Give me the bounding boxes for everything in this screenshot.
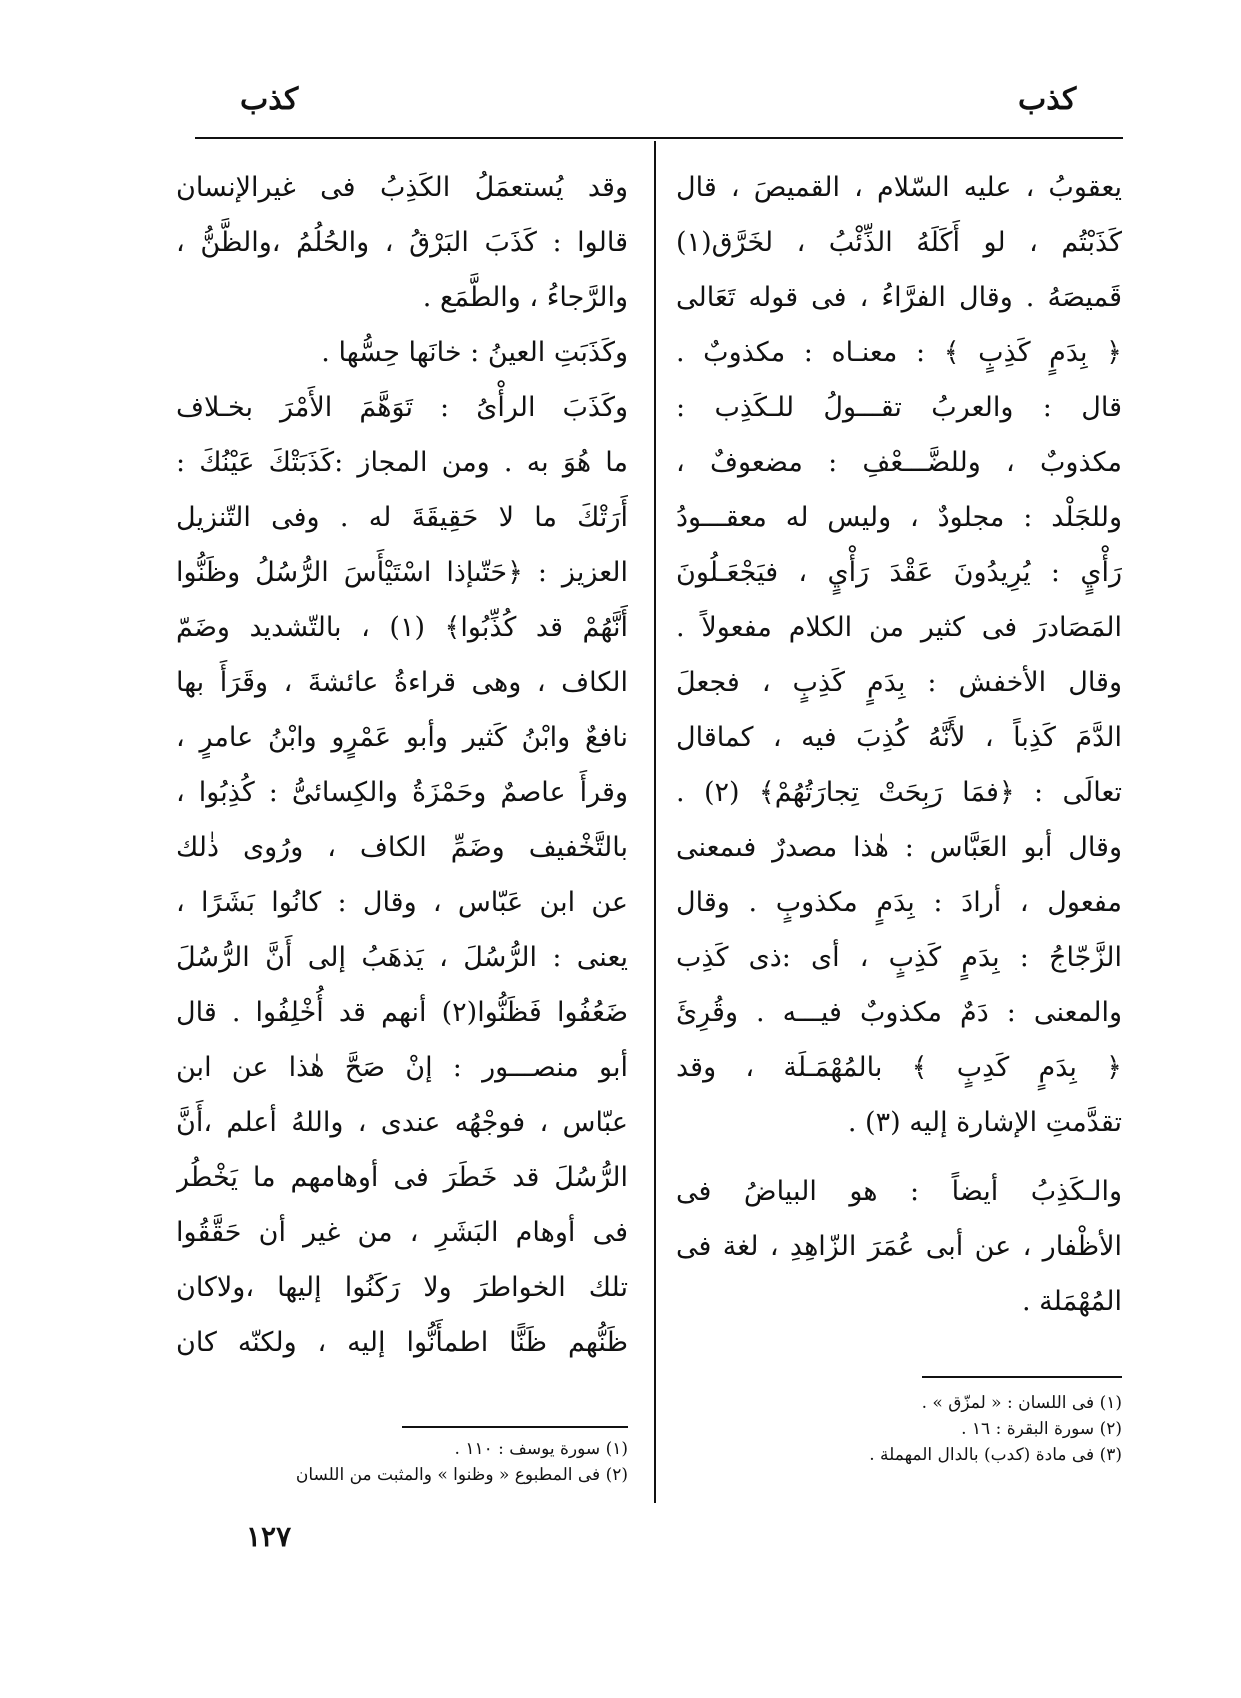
text-line: وقال أبو العَبَّاس : هٰذا مصدرٌ فىمعنى — [676, 832, 1122, 863]
text-line: وقرأَ عاصمٌ وحَمْزَةُ والكِسائىُّ : كُذِبُوا ، — [176, 777, 628, 808]
text-line: الكاف ، وهى قراءةُ عائشةَ ، وقَرَأَ بها — [176, 667, 628, 698]
text-line: مكذوبٌ ، وللضَّـــعْفِ : مضعوفٌ ، — [676, 447, 1122, 478]
text-line: أَنَّهُمْ قد كُذِّبُوا﴾ (١) ، بالتّشديد وضَمّ — [176, 612, 628, 643]
footnote: (٢) فى المطبوع « وظنوا » والمثبت من اللسان — [295, 1465, 628, 1485]
text-line: بالتَّخْفيف وضَمِّ الكاف ، ورُوى ذٰلك — [176, 832, 628, 863]
text-line: يعقوبُ ، عليه السّلام ، القميصَ ، قال — [676, 172, 1122, 203]
text-line: أَرَتْكَ ما لا حَقِيقَةَ له . وفى التّنزيل — [176, 502, 628, 533]
text-line: وقد يُستعمَلُ الكَذِبُ فى غيرالإنسان — [176, 172, 628, 203]
text-line: ﴿ بِدَمٍ كَدِبٍ ﴾ بالمُهْمَـلَة ، وقد — [676, 1052, 1122, 1083]
footnotes-right — [700, 1390, 1122, 1468]
text-line: ظَنُّهم ظَنًّا اطمأَنُّوا إليه ، ولكنّه كان — [176, 1327, 628, 1358]
text-line: مفعول ، أرادَ : بِدَمٍ مكذوبٍ . وقال — [676, 887, 1122, 918]
text-line: قال : والعربُ تقـــولُ للـكَذِب : — [676, 392, 1122, 423]
text-line: أبو منصـــور : إنْ صَحَّ هٰذا عن ابن — [176, 1052, 628, 1083]
text-line: الرُّسُلَ قد خَطَرَ فى أوهامهم ما يَخْطُر — [176, 1162, 628, 1193]
text-line: وقال الأخفش : بِدَمٍ كَذِبٍ ، فجعلَ — [676, 667, 1122, 698]
footnote-rule-right — [922, 1376, 1122, 1378]
footnote: (١) فى اللسان : « لمزّق » . — [921, 1393, 1122, 1413]
text-line: ضَعُفُوا فَظَنُّوا(٢) أنهم قد أُخْلِفُوا . قال — [176, 997, 628, 1028]
text-line: قَميصَهُ . وقال الفرَّاءُ ، فى قوله تَعَالى — [676, 282, 1122, 313]
text-line: والمعنى : دَمٌ مكذوبٌ فيـــه . وقُرِئَ — [676, 997, 1122, 1028]
text-line: الزَّجّاجُ : بِدَمٍ كَذِبٍ ، أى :ذى كَذِب — [676, 942, 1122, 973]
paragraph-gap — [676, 1150, 1122, 1164]
text-line: نافعٌ وابْنُ كَثير وأبو عَمْرٍو وابْنُ عامرٍ ، — [176, 722, 628, 753]
text-line: وكَذَبَ الرأْىُ : تَوَهَّمَ الأَمْرَ بخـلاف — [176, 392, 628, 423]
text-line: ﴿ بِدَمٍ كَذِبٍ ﴾ : معنـاه : مكذوبٌ . — [676, 337, 1122, 368]
footnote: (٢) سورة البقرة : ١٦ . — [961, 1419, 1122, 1439]
text-line: وللجَلْد : مجلودٌ ، وليس له معقـــودُ — [676, 502, 1122, 533]
text-line: عبّاس ، فوجْهُه عندى ، واللهُ أعلم ،أَنَّ — [176, 1107, 628, 1138]
text-line: الأظْفار ، عن أبى عُمَرَ الزّاهِدِ ، لغة فى — [676, 1231, 1122, 1262]
text-line: كَذَبْتُم ، لو أَكَلَهُ الذِّئْبُ ، لخَرَّق(١) — [676, 227, 1122, 258]
text-line: عن ابن عَبّاس ، وقال : كانُوا بَشَرًا ، — [176, 887, 628, 918]
left-column — [176, 160, 628, 1370]
text-line: المُهْمَلة . — [1022, 1286, 1122, 1317]
header-rule — [195, 137, 1123, 139]
text-line: تلك الخواطرَ ولا رَكَنُوا إليها ،ولاكان — [176, 1272, 628, 1303]
footnote: (٣) فى مادة (كدب) بالدال المهملة . — [869, 1445, 1122, 1465]
column-divider — [654, 141, 656, 1503]
footnote-rule-left — [402, 1426, 628, 1428]
footnote: (١) سورة يوسف : ١١٠ . — [454, 1439, 628, 1459]
text-line: قالوا : كَذَبَ البَرْقُ ، والحُلُمُ ،والظَّنُّ ، — [176, 227, 628, 258]
running-headword-right: كذب — [1018, 82, 1077, 117]
text-line: الدَّمَ كَذِباً ، لأَنَّهُ كُذِبَ فيه ، كماقال — [676, 722, 1122, 753]
running-headword-left: كذب — [240, 82, 299, 117]
text-line: يعنى : الرُّسُلَ ، يَذهَبُ إلى أَنَّ الرُّسُلَ — [176, 942, 628, 973]
text-line: رَأْيٍ : يُرِيدُونَ عَقْدَ رَأْيٍ ، فيَجْعَـلُونَ — [676, 557, 1122, 588]
text-line: المَصَادرَ فى كثير من الكلام مفعولاً . — [676, 612, 1122, 643]
page-number: ١٢٧ — [246, 1520, 292, 1553]
text-line: تعالَى : ﴿فمَا رَبِحَتْ تِجارَتُهُمْ﴾ (٢) . — [676, 777, 1122, 808]
right-column — [676, 160, 1122, 1329]
text-line: فى أوهام البَشَرِ ، من غير أن حَقَّقُوا — [176, 1217, 628, 1248]
text-line: تقدَّمتِ الإشارة إليه (٣) . — [847, 1107, 1122, 1138]
text-line: والرَّجاءُ ، والطَّمَع . — [422, 282, 628, 313]
text-line: وكَذَبَتِ العينُ : خانَها حِسُّها . — [321, 337, 628, 368]
footnotes-left — [200, 1436, 628, 1488]
text-line: والـكَذِبُ أيضاً : هو البياضُ فى — [676, 1176, 1122, 1207]
text-line: ما هُوَ به . ومن المجاز :كَذَبَتْكَ عَيْنُكَ : — [176, 447, 628, 478]
text-line: العزيز : ﴿حَتّىإذا اسْتَيْأَسَ الرُّسُلُ وظَنُّوا — [176, 557, 628, 588]
